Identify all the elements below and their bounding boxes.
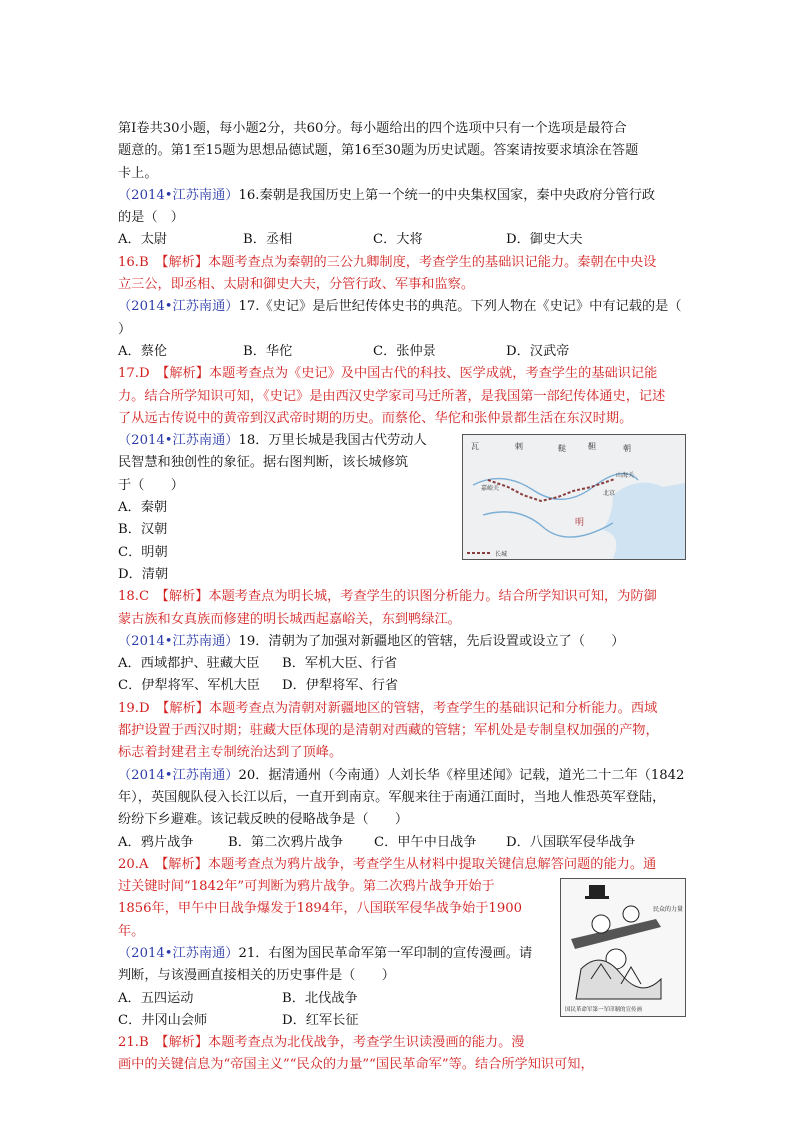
cartoon-caption: 国民革命军第一军印制的宣传画 bbox=[565, 1007, 643, 1014]
cartoon-tag: 民众的力量 bbox=[653, 906, 684, 914]
q16-stem: （2014•江苏南通）16.秦朝是我国历史上第一个统一的中央集权国家，秦中央政府分管行政 bbox=[118, 187, 656, 203]
q16-source: （2014•江苏南通） bbox=[118, 187, 239, 203]
q19-option-c[interactable]: C．伊犁将军、军机大臣 bbox=[118, 678, 260, 694]
q21-answer-2: 画中的关键信息为“帝国主义”“民众的力量”“国民革命军”等。结合所学知识可知， bbox=[118, 1057, 594, 1073]
q18-stem: （2014•江苏南通）18．万里长城是我国古代劳动人 bbox=[118, 433, 427, 449]
q18-text bbox=[118, 430, 427, 586]
map-city-1: 嘉峪关 bbox=[481, 485, 500, 493]
q16-stem-2: 的是（ ） bbox=[118, 210, 184, 226]
q18-option-c[interactable]: C．明朝 bbox=[118, 544, 168, 560]
q19-stem: （2014•江苏南通）19．清朝为了加强对新疆地区的管辖，先后设置或设立了（ ） bbox=[118, 633, 625, 649]
q20-stem: （2014•江苏南通）20．据清通州（今南通）人刘长华《梓里述闻》记载，道光二十二年（1842 bbox=[118, 767, 685, 783]
q18-block bbox=[118, 430, 686, 586]
intro-line-1: 第Ⅰ卷共30小题，每小题2分，共60分。每小题给出的四个选项中只有一个选项是最符合 bbox=[118, 121, 627, 136]
q17-stem: （2014•江苏南通）17.《史记》是后世纪传体史书的典范。下列人物在《史记》中有记载的是（ bbox=[118, 299, 682, 315]
q16-option-d[interactable]: D．御史大夫 bbox=[506, 232, 583, 248]
q17-answer-2: 力。结合所学知识可知，《史记》是由西汉史学家司马迁所著，是我国第一部纪传体通史，记述 bbox=[118, 388, 666, 404]
q19-option-b[interactable]: B．军机大臣、行省 bbox=[282, 656, 398, 672]
q20-source: （2014•江苏南通） bbox=[118, 767, 239, 783]
q16-option-b[interactable]: B．丞相 bbox=[243, 232, 293, 248]
cartoon-graphic bbox=[561, 879, 685, 1016]
map-city-3: 山海关 bbox=[616, 472, 635, 480]
q20-stem-2: 年），英国舰队侵入长江以后，一直开到南京。军舰来往于南通江面时，当地人惟恐英军登陆， bbox=[118, 789, 666, 805]
q21-source: （2014•江苏南通） bbox=[118, 945, 239, 961]
q17-option-d[interactable]: D．汉武帝 bbox=[506, 343, 570, 359]
map-city-2: 北京 bbox=[603, 490, 616, 498]
q17-option-b[interactable]: B．华佗 bbox=[243, 343, 293, 359]
q18-option-a[interactable]: A．秦朝 bbox=[118, 500, 168, 516]
q20-option-d[interactable]: D．八国联军侵华战争 bbox=[506, 834, 636, 850]
intro-line-2: 题意的。第1至15题为思想品德试题，第16至30题为历史试题。答案请按要求填涂在答题 bbox=[118, 143, 639, 159]
q21-options-row-1 bbox=[118, 988, 532, 1010]
q17-options bbox=[118, 341, 686, 363]
q18-option-b[interactable]: B．汉朝 bbox=[118, 522, 168, 538]
map-label-4: 靼 bbox=[588, 442, 596, 452]
q17-option-c[interactable]: C．张仲景 bbox=[373, 343, 436, 359]
q20-answer-4: 年。 bbox=[118, 923, 145, 939]
q19-answer-3: 标志着封建君主专制统治达到了顶峰。 bbox=[118, 745, 343, 761]
q21-block bbox=[118, 876, 686, 1032]
q20-answer-1: 20.A 【解析】本题考查点为鸦片战争，考查学生从材料中提取关键信息解答问题的能力。通 bbox=[118, 856, 657, 872]
q18-stem-2: 民智慧和独创性的象征。据右图判断，该长城修筑 bbox=[118, 455, 409, 471]
q16-answer-2: 立三公，即丞相、太尉和御史大夫，分管行政、军事和监察。 bbox=[118, 277, 475, 293]
q16-answer-1: 16.B 【解析】本题考查点为秦朝的三公九卿制度，考查学生的基础识记能力。秦朝在中央设 bbox=[118, 254, 657, 270]
q21-stem: （2014•江苏南通）21．右图为国民革命军第一军印制的宣传漫画。请 bbox=[118, 945, 533, 961]
q20-option-a[interactable]: A．鸦片战争 bbox=[118, 834, 194, 850]
q18-answer-2: 蒙古族和女真族而修建的明长城西起嘉峪关，东到鸭绿江。 bbox=[118, 611, 461, 627]
q19-option-a[interactable]: A．西域都护、驻藏大臣 bbox=[118, 656, 260, 672]
map-graphic bbox=[463, 435, 685, 559]
map-label-5: 朝 bbox=[623, 444, 631, 454]
propaganda-cartoon bbox=[560, 878, 686, 1017]
q17-option-a[interactable]: A．蔡伦 bbox=[118, 343, 168, 359]
intro-line-3: 卡上。 bbox=[118, 165, 158, 181]
q16-options bbox=[118, 229, 686, 251]
map-label-3: 鞑 bbox=[558, 444, 566, 454]
q21-option-b[interactable]: B．北伐战争 bbox=[282, 990, 358, 1006]
q21-options-row-2 bbox=[118, 1010, 532, 1032]
q19-options-row-2 bbox=[118, 675, 686, 697]
q20-option-c[interactable]: C．甲午中日战争 bbox=[374, 834, 477, 850]
q20-option-b[interactable]: B．第二次鸦片战争 bbox=[228, 834, 344, 850]
q20-stem-3: 纷纷下乡避难。该记载反映的侵略战争是（ ） bbox=[118, 812, 409, 828]
q18-answer-1: 18.C 【解析】本题考查点为明长城，考查学生的识图分析能力。结合所学知识可知，为防御 bbox=[118, 589, 657, 605]
q20-answer-3: 1856年，甲午中日战争爆发于1894年，八国联军侵华战争始于1900 bbox=[118, 901, 522, 917]
exam-page bbox=[118, 118, 686, 1077]
q21-answer-1: 21.B 【解析】本题考查点为北伐战争，考查学生识读漫画的能力。漫 bbox=[118, 1035, 525, 1051]
map-label-1: 瓦 bbox=[471, 442, 479, 452]
q19-answer-1: 19.D 【解析】本题考查点为清朝对新疆地区的管辖，考查学生的基础识记和分析能力。西域 bbox=[118, 700, 658, 716]
q17-source: （2014•江苏南通） bbox=[118, 299, 239, 315]
q21-option-d[interactable]: D．红军长征 bbox=[282, 1012, 359, 1028]
q20-options bbox=[118, 832, 686, 854]
q19-source: （2014•江苏南通） bbox=[118, 633, 239, 649]
q18-option-d[interactable]: D．清朝 bbox=[118, 566, 169, 582]
q20-answer-2: 过关键时间“1842年”可判断为鸦片战争。第二次鸦片战争开始于 bbox=[118, 879, 495, 895]
map-country-label: 明 bbox=[575, 518, 585, 529]
q16-option-a[interactable]: A．太尉 bbox=[118, 232, 168, 248]
q21-option-c[interactable]: C．井冈山会师 bbox=[118, 1012, 208, 1028]
q16-option-c[interactable]: C．大将 bbox=[373, 232, 423, 248]
q17-stem-2: ） bbox=[118, 321, 132, 337]
q21-option-a[interactable]: A．五四运动 bbox=[118, 990, 194, 1006]
map-legend: 长城 bbox=[495, 551, 508, 559]
q19-options-row-1 bbox=[118, 653, 686, 675]
q21-stem-2: 判断，与该漫画直接相关的历史事件是（ ） bbox=[118, 968, 395, 984]
q17-answer-1: 17.D 【解析】本题考查点为《史记》及中国古代的科技、医学成就，考查学生的基础识记能 bbox=[118, 366, 658, 382]
great-wall-map bbox=[462, 434, 686, 560]
q18-source: （2014•江苏南通） bbox=[118, 433, 239, 449]
map-label-2: 剌 bbox=[515, 442, 523, 452]
q17-answer-3: 了从远古传说中的黄帝到汉武帝时期的历史。而蔡伦、华佗和张仲景都生活在东汉时期。 bbox=[118, 410, 633, 426]
q18-stem-3: 于（ ） bbox=[118, 477, 184, 493]
q21-text bbox=[118, 876, 532, 1032]
q19-option-d[interactable]: D．伊犁将军、行省 bbox=[282, 678, 399, 694]
q19-answer-2: 都护设置于西汉时期；驻藏大臣体现的是清朝对西藏的管辖；军机处是专制皇权加强的产物， bbox=[118, 723, 659, 739]
